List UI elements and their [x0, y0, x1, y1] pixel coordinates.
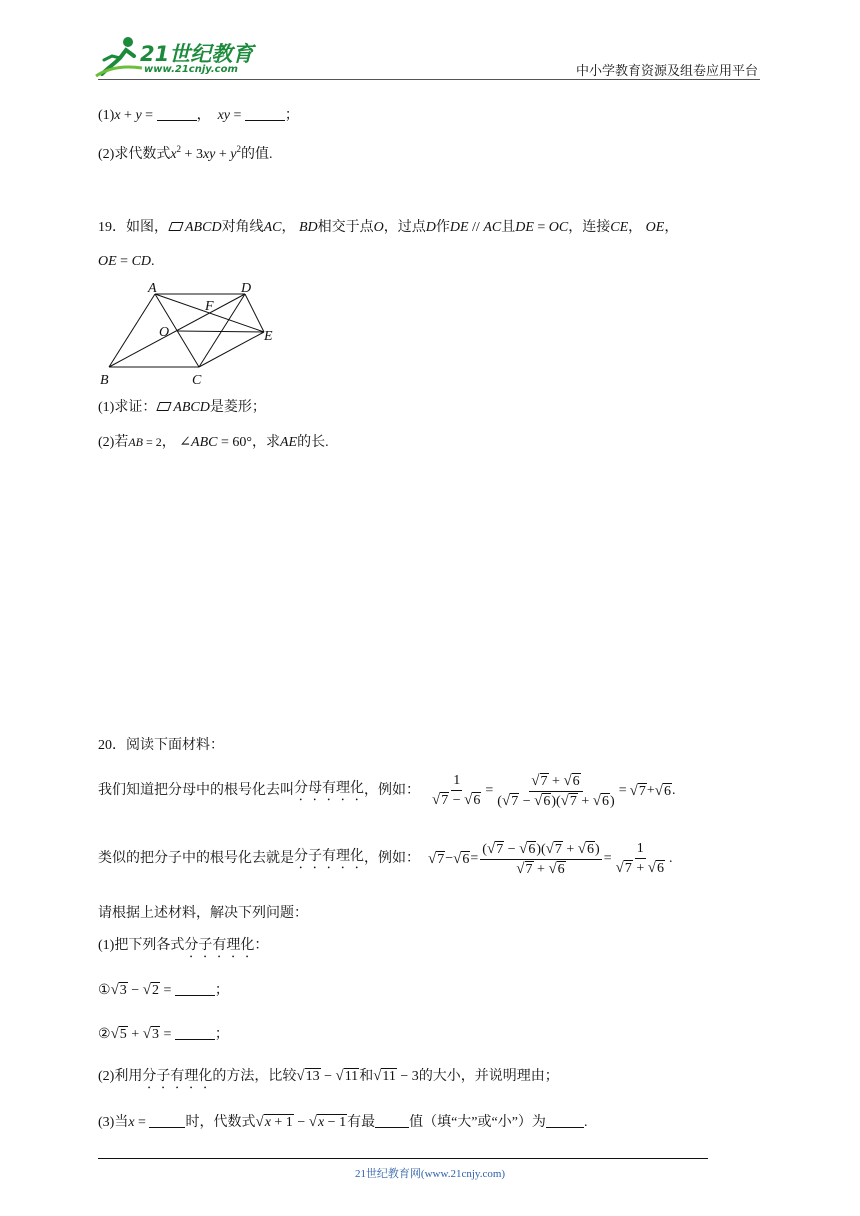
q19-statement-line2: OE = CD. — [98, 254, 155, 269]
point-label-d: D — [241, 281, 252, 296]
q18-part2: (2)求代数式$x^2 + 3xy + y^2$的值. — [98, 144, 273, 162]
site-logo — [94, 34, 264, 80]
q20-part1: (1)把下列各式分子有理化： — [98, 938, 269, 953]
point-label-b: B — [100, 373, 109, 388]
point-label-a: A — [148, 281, 157, 296]
answer-blank[interactable] — [175, 1025, 215, 1040]
logo-main-text: 21世纪教育 — [140, 42, 254, 66]
answer-blank[interactable] — [546, 1113, 584, 1128]
point-label-o: O — [159, 325, 170, 340]
answer-blank[interactable] — [245, 106, 285, 121]
q20-title: 20．阅读下面材料： — [98, 738, 224, 753]
answer-blank[interactable] — [149, 1113, 185, 1128]
q19-part1: (1)求证： ABCD是菱形； — [98, 400, 266, 415]
q19-statement: 19．如图， ABCD对角线AC， BD相交于点O，过点D作DE // AC且DE = OC，连接CE， OE， — [98, 220, 679, 235]
logo-sub-text: www.21cnjy.com — [144, 64, 238, 75]
q20-part2: (2)利用分子有理化的方法，比较√13 − √11和√11 − 3的大小，并说明理由； — [98, 1068, 559, 1084]
parallelogram-icon — [157, 402, 172, 411]
parallelogram-icon — [168, 222, 183, 231]
q20-part1-item2: ②√5 + √3 = ； — [98, 1026, 229, 1042]
q20-instruction: 请根据上述材料，解决下列问题： — [98, 906, 308, 921]
geometry-figure — [96, 278, 282, 390]
answer-blank[interactable] — [375, 1113, 409, 1128]
header-rule — [98, 79, 760, 80]
point-label-c: C — [192, 373, 202, 388]
point-label-f: F — [205, 299, 214, 314]
q20-part3: (3)当x = 时，代数式√x + 1 − √x − 1有最 值（填“大”或“小”）为 . — [98, 1114, 588, 1130]
footer-rule — [98, 1158, 708, 1159]
q18-part1: (1)x + y = ， xy = ； — [98, 108, 299, 123]
point-label-e: E — [264, 329, 273, 344]
platform-name: 中小学教育资源及组卷应用平台 — [575, 64, 758, 79]
answer-blank[interactable] — [175, 981, 215, 996]
runner-logo-icon — [94, 34, 144, 78]
q20-example2: 类似的把分子中的根号化去就是 分子有理化 ，例如： √7 − √6 = $\frac{(√7 - √6)(√7 + √6)}{√7 + √6}$ = $\frac{1}{√7 + √6}$ . — [98, 840, 673, 877]
q20-part1-item1: ①√3 − √2 = ； — [98, 982, 229, 998]
q19-part2: (2)若AB = 2， ∠ABC = 60°，求AE的长. — [98, 435, 329, 450]
answer-blank[interactable] — [157, 106, 197, 121]
q20-example1: 我们知道把分母中的根号化去叫 分母有理化 ，例如： $\frac{1}{√7 - √6}$ = $\frac{√7 + √6}{(√7 - √6)(√7 + √6)}$ = √7 + √6 . — [98, 772, 676, 809]
footer-link[interactable]: 21世纪教育网(www.21cnjy.com) — [354, 1168, 506, 1180]
